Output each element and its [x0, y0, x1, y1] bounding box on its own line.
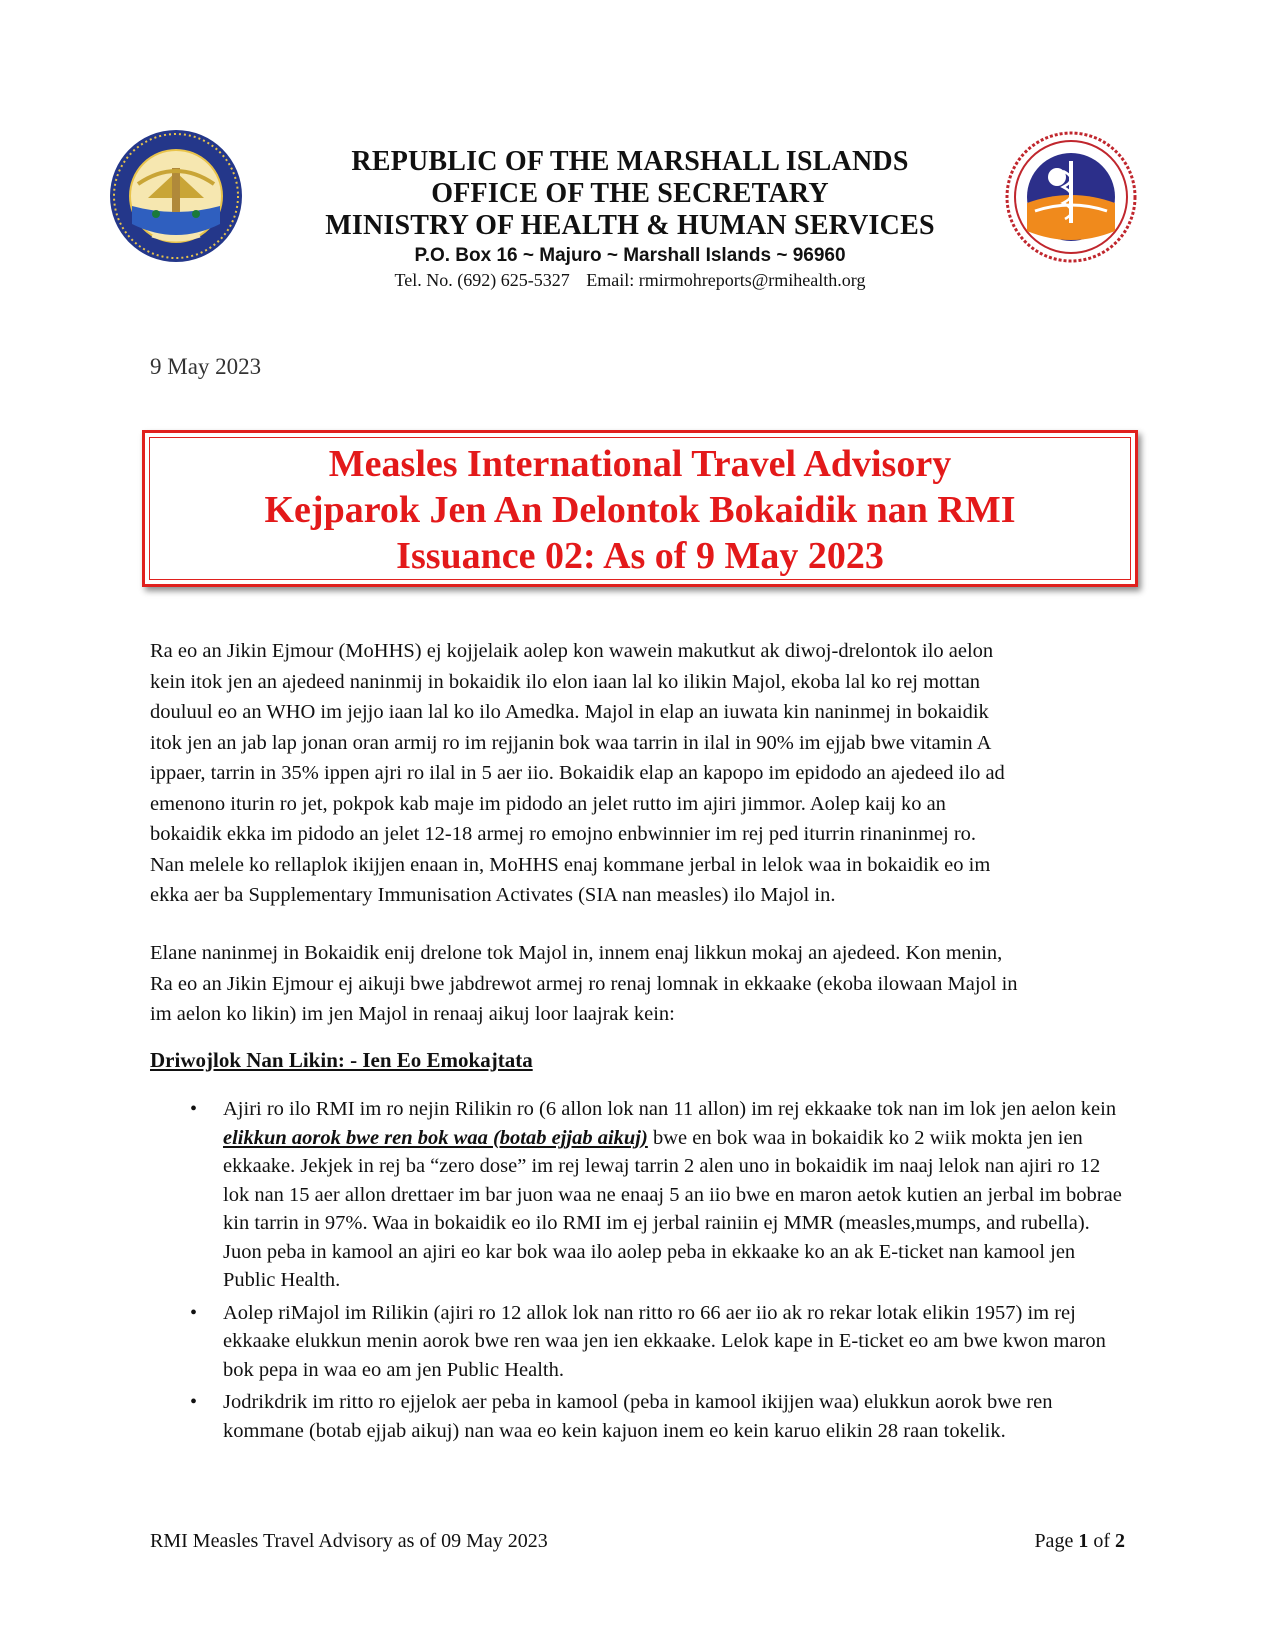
title-line-3: Issuance 02: As of 9 May 2023 [396, 535, 884, 577]
page-of: of [1093, 1530, 1110, 1552]
paragraph-line: im aelon ko likin) im jen Majol in renaaj aikuj loor laajrak kein: [150, 1003, 675, 1025]
bullet-icon: • [190, 1098, 198, 1120]
page-number [1034, 1530, 1125, 1553]
paragraph-line: ekka aer ba Supplementary Immunisation Activates (SIA nan measles) ilo Majol in. [150, 884, 836, 906]
list-item [150, 1299, 1125, 1385]
letterhead-office: OFFICE OF THE SECRETARY [431, 178, 829, 209]
bullet-emphasis: elikkun aorok bwe ren bok waa (botab ejjab aikuj) [223, 1126, 648, 1149]
letterhead-country: REPUBLIC OF THE MARSHALL ISLANDS [351, 146, 909, 177]
letterhead [250, 146, 1010, 292]
bullet-text: Aolep riMajol im Rilikin (ajiri ro 12 allok lok nan ritto ro 66 aer iio ak ro rekar lotak elikin 1957) im rej ekkaake elukkun menin aorok bwe ren waa jen ien ekkaake. Lelok kape in E-ticket eo am bwe kwon maron bok pepa in waa eo am jen Public Health. [223, 1301, 1106, 1381]
title-line-1: Measles International Travel Advisory [328, 443, 952, 485]
paragraph-intro [150, 636, 1125, 911]
letterhead-address: P.O. Box 16 ~ Majuro ~ Marshall Islands ~ 96960 [414, 245, 846, 266]
list-item [150, 1388, 1125, 1445]
letterhead-ministry: MINISTRY OF HEALTH & HUMAN SERVICES [325, 210, 935, 241]
letterhead-email: Email: rmirmohreports@rmihealth.org [586, 270, 866, 290]
bullet-text: Jodrikdrik im ritto ro ejjelok aer peba in kamool (peba in kamool ikijjen waa) elukkun aorok bwe ren kommane (botab ejjab aikuj) nan waa eo kein kajuon inem eo kein karuo elikin 28 raan tokelik. [223, 1391, 1053, 1442]
national-seal-icon [108, 128, 244, 264]
document-date: 9 May 2023 [150, 354, 262, 379]
advisory-bullet-list [150, 1095, 1125, 1449]
paragraph-line: itok jen an jab lap jonan oran armij ro im rejjanin bok waa tarrin in ilal in 90% im ejjab bwe vitamin A [150, 731, 992, 754]
section-heading: Driwojlok Nan Likin: - Ien Eo Emokajtata [150, 1048, 533, 1072]
paragraph-line: Nan melele ko rellaplok ikijjen enaan in, MoHHS enaj kommane jerbal in lelok waa in bokaidik eo im [150, 853, 991, 876]
paragraph-line: ippaer, tarrin in 35% ippen ajri ro ilal in 5 aer iio. Bokaidik elap an kapopo im epidodo an ajedeed ilo ad [150, 762, 1005, 784]
paragraph-line: douluul eo an WHO im jejjo iaan lal ko ilo Amedka. Majol in elap an iuwata kin naninmej in bokaidik [150, 701, 989, 723]
page-total: 2 [1115, 1530, 1125, 1552]
page-word: Page [1034, 1530, 1074, 1552]
paragraph-line: emenono iturin ro jet, pokpok kab maje im pidodo an jelet rutto im ajiri jimmor. Aolep kaij ko an [150, 792, 946, 815]
title-line-2: Kejparok Jen An Delontok Bokaidik nan RMI [264, 489, 1016, 531]
bullet-text: bwe en bok waa in bokaidik ko 2 wiik mokta jen ien ekkaake. Jekjek in rej ba “zero dose” im rej lewaj tarrin 2 alen uno in bokaidik im naaj lelok nan ajiri ro 12 lok nan 15 aer allon drettaer im bar juon waa ne enaaj 5 an iio bwe en maron aetok kutien an jerbal im bobrae kin tarrin in 97%. Waa in bokaidik eo ilo RMI im ej jerbal rainiin ej MMR (measles,mumps, and rubella). Juon peba in kamool an ajiri eo kar bok waa ilo aolep peba in ekkaake ko an ak E-ticket nan kamool jen Public Health. [223, 1126, 1122, 1291]
paragraph-line: Elane naninmej in Bokaidik enij drelone tok Majol in, innem enaj likkun mokaj an ajedeed. Kon menin, [150, 942, 1003, 964]
paragraph-requirements [150, 938, 1125, 1030]
ministry-health-seal-icon [1005, 131, 1137, 263]
paragraph-line: Ra eo an Jikin Ejmour (MoHHS) ej kojjelaik aolep kon wawein makutkut ak diwoj-drelontok ilo aelon [150, 640, 994, 662]
paragraph-line: kein itok jen an ajedeed naninmij in bokaidik ilo elon iaan lal ko ilikin Majol, ekoba lal ko rej mottan [150, 670, 981, 693]
paragraph-line: bokaidik ekka im pidodo an jelet 12-18 armej ro emojno enbwinnier im rej ped iturrin rinaninmej ro. [150, 823, 977, 845]
bullet-icon: • [190, 1301, 198, 1324]
letterhead-tel: Tel. No. (692) 625-5327 [394, 270, 570, 290]
paragraph-line: Ra eo an Jikin Ejmour ej aikuji bwe jabdrewot armej ro renaj lomnak in ekkaake (ekoba ilowaan Majol in [150, 972, 1018, 995]
bullet-icon: • [190, 1391, 198, 1413]
bullet-text: Ajiri ro ilo RMI im ro nejin Rilikin ro (6 allon lok nan 11 allon) im rej ekkaake tok nan im lok jen aelon kein [223, 1098, 1117, 1120]
footer-title: RMI Measles Travel Advisory as of 09 May 2023 [150, 1530, 548, 1552]
letterhead-contact [250, 268, 1010, 292]
page-current: 1 [1078, 1530, 1089, 1552]
list-item [150, 1095, 1125, 1295]
advisory-title-box [142, 430, 1138, 587]
